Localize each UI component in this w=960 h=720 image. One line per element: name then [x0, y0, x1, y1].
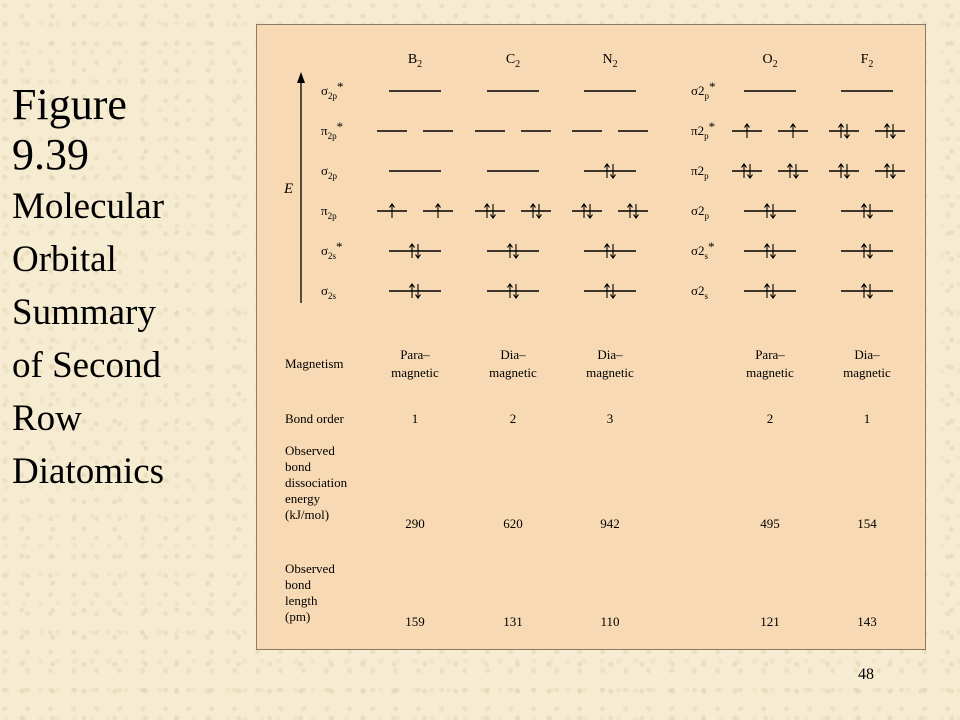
- orbital-label-right-5: $\sigma 2_s$: [691, 283, 709, 301]
- energy-label-line-0: Observed: [285, 443, 335, 458]
- orbital-label-left-1: $\pi_{2p}*$: [321, 119, 344, 141]
- length-o2: 121: [760, 614, 780, 629]
- magnetism-o2-line1: Para–: [755, 347, 785, 362]
- length-f2: 143: [857, 614, 877, 629]
- title-line-6: of Second: [12, 345, 161, 386]
- title-line-8: Diatomics: [12, 451, 165, 492]
- bond-order-label: Bond order: [285, 411, 344, 426]
- slide-number: 48: [858, 666, 874, 683]
- length-c2: 131: [503, 614, 523, 629]
- magnetism-f2-line1: Dia–: [854, 347, 880, 362]
- molecule-header-o2: $O_2$: [762, 52, 778, 70]
- energy-label-line-1: bond: [285, 459, 311, 474]
- orbital-label-right-1: $\pi 2_p*$: [691, 119, 716, 141]
- orbital-label-left-0: $\sigma_{2p}*$: [321, 79, 344, 101]
- magnetism-n2-line1: Dia–: [597, 347, 623, 362]
- magnetism-c2-line1: Dia–: [500, 347, 526, 362]
- energy-label-line-4: (kJ/mol): [285, 507, 330, 522]
- orbital-label-right-0: $\sigma 2_p*$: [691, 79, 716, 101]
- energy-n2: 942: [600, 516, 620, 531]
- molecule-header-f2: $F_2$: [860, 52, 874, 70]
- molecule-header-c2: $C_2$: [505, 52, 521, 70]
- bond-order-c2: 2: [509, 411, 517, 426]
- length-label-line-3: (pm): [285, 609, 311, 624]
- energy-b2: 290: [405, 516, 425, 531]
- energy-o2: 495: [760, 516, 780, 531]
- energy-label-line-3: energy: [285, 491, 321, 506]
- orbital-label-left-4: $\sigma_{2s}*$: [321, 239, 343, 261]
- orbital-label-right-3: $\sigma 2_p$: [691, 203, 710, 221]
- length-label-line-2: length: [285, 593, 318, 608]
- bond-order-b2: 1: [411, 411, 419, 426]
- magnetism-n2-line2: magnetic: [586, 365, 634, 380]
- magnetism-f2-line2: magnetic: [843, 365, 891, 380]
- molecule-header-b2: $B_2$: [407, 52, 423, 70]
- magnetism-b2-line1: Para–: [400, 347, 430, 362]
- orbital-label-right-4: $\sigma 2_s*$: [691, 239, 715, 261]
- orbital-label-left-5: $\sigma_{2s}$: [321, 283, 337, 301]
- energy-f2: 154: [857, 516, 877, 531]
- magnetism-c2-line2: magnetic: [489, 365, 537, 380]
- energy-axis-arrowhead: [297, 72, 305, 83]
- bond-order-f2: 1: [863, 411, 871, 426]
- mo-diagram-svg: [257, 25, 925, 649]
- length-n2: 110: [600, 614, 620, 629]
- magnetism-label: Magnetism: [285, 356, 344, 371]
- orbital-label-right-2: $\pi 2_p$: [691, 163, 709, 181]
- title-line-7: Row: [12, 398, 82, 439]
- energy-axis-label: E: [284, 181, 294, 197]
- title-line-4: Orbital: [12, 239, 117, 280]
- title-line-1: Figure: [12, 80, 127, 129]
- title-line-5: Summary: [12, 292, 156, 333]
- length-label-line-0: Observed: [285, 561, 335, 576]
- orbital-label-left-2: $\sigma_{2p}$: [321, 163, 338, 181]
- magnetism-o2-line2: magnetic: [746, 365, 794, 380]
- slide-title: [12, 80, 242, 498]
- title-line-3: Molecular: [12, 186, 165, 227]
- energy-c2: 620: [503, 516, 523, 531]
- bond-order-o2: 2: [766, 411, 774, 426]
- molecule-header-n2: $N_2$: [602, 52, 618, 70]
- energy-label-line-2: dissociation: [285, 475, 348, 490]
- magnetism-b2-line2: magnetic: [391, 365, 439, 380]
- bond-order-n2: 3: [606, 411, 614, 426]
- title-line-2: 9.39: [12, 130, 89, 179]
- mo-summary-figure: [256, 24, 926, 650]
- orbital-label-left-3: $\pi_{2p}$: [321, 203, 337, 221]
- length-b2: 159: [405, 614, 425, 629]
- length-label-line-1: bond: [285, 577, 311, 592]
